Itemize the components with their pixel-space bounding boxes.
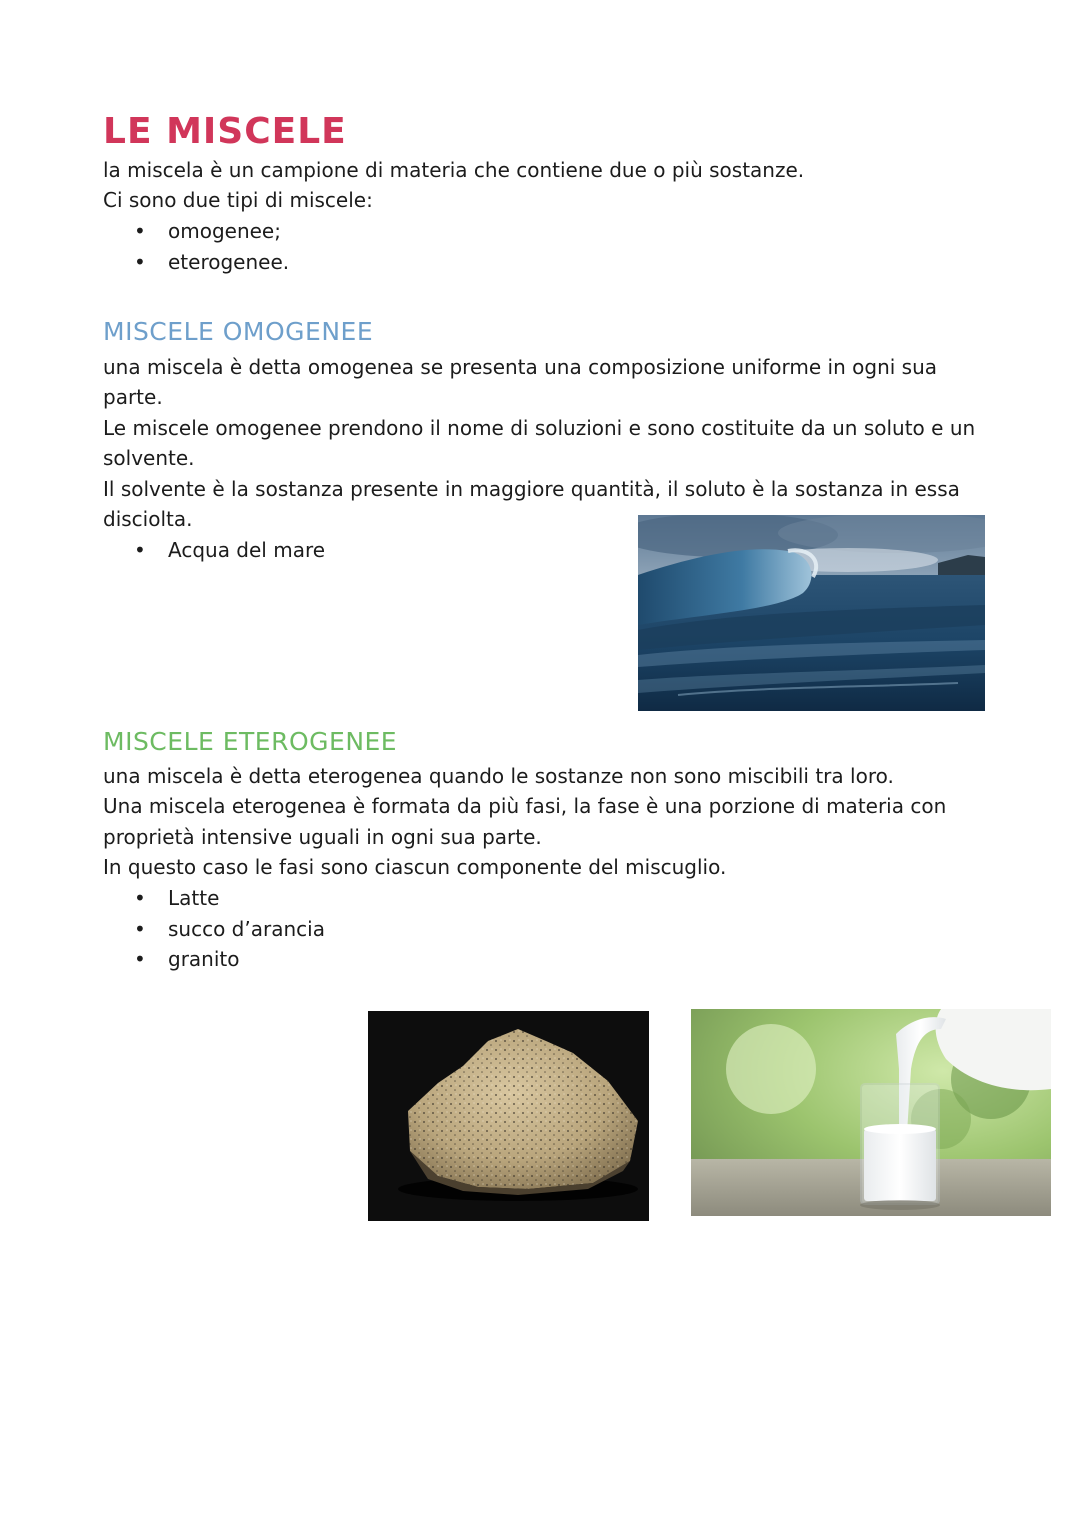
omogenee-line-5: Il solvente è la sostanza presente in maggiore quantità, il soluto è la sostanza in essa — [103, 477, 960, 501]
eterogenee-line-3: proprietà intensive uguali in ogni sua parte. — [103, 825, 542, 849]
intro-line-2: Ci sono due tipi di miscele: — [103, 188, 373, 212]
omogenee-line-1: una miscela è detta omogenea se presenta una composizione uniforme in ogni sua — [103, 355, 938, 379]
list-item: • eterogenee. — [0, 247, 1080, 278]
bullet-icon: • — [134, 249, 146, 274]
list-item: • Latte — [0, 883, 600, 914]
milk-glass-photo — [691, 1009, 1051, 1216]
list-item: • succo d’arancia — [0, 914, 600, 945]
granite-rock-photo — [368, 1011, 649, 1221]
list-item: • granito — [0, 944, 600, 975]
omogenee-line-6: disciolta. — [103, 507, 193, 531]
intro-line-1: la miscela è un campione di materia che contiene due o più sostanze. — [103, 158, 805, 182]
omogenee-line-2: parte. — [103, 385, 163, 409]
eterogenee-line-2: Una miscela eterogenea è formata da più fasi, la fase è una porzione di materia con — [103, 794, 947, 818]
omogenee-line-4: solvente. — [103, 446, 195, 470]
bullet-icon: • — [134, 219, 146, 243]
bullet-icon: • — [134, 886, 146, 910]
page-title: LE MISCELE — [103, 111, 347, 152]
sea-wave-photo — [638, 515, 985, 711]
bullet-icon: • — [134, 538, 146, 562]
omogenee-bullet-list — [0, 535, 600, 566]
list-item: • omogenee; — [0, 216, 1080, 247]
eterogenee-line-1: una miscela è detta eterogenea quando le sostanze non sono miscibili tra loro. — [103, 764, 894, 788]
bullet-icon: • — [134, 947, 146, 971]
list-item: • Acqua del mare — [0, 535, 600, 566]
bullet-icon: • — [134, 916, 146, 941]
eterogenee-line-4: In questo caso le fasi sono ciascun componente del miscuglio. — [103, 855, 727, 879]
intro-bullet-list — [0, 216, 1080, 277]
section-heading-omogenee: MISCELE OMOGENEE — [103, 317, 374, 346]
eterogenee-bullet-list — [0, 883, 600, 975]
omogenee-line-3: Le miscele omogenee prendono il nome di soluzioni e sono costituite da un soluto e un — [103, 416, 976, 440]
section-heading-eterogenee: MISCELE ETEROGENEE — [103, 727, 398, 756]
